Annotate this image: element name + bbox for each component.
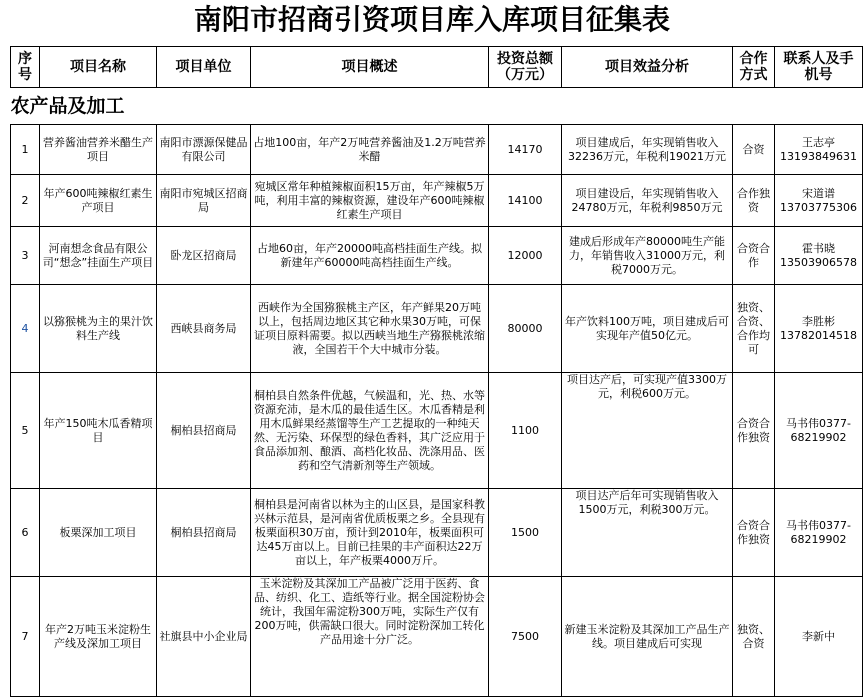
cell-summary: 宛城区常年种植辣椒面积15万亩，年产辣椒5万吨，利用丰富的辣椒资源，建设年产600吨辣椒红素生产项目 (251, 175, 489, 227)
cell-contact: 王志亭 13193849631 (775, 125, 863, 175)
cell-benefit: 年产饮料100万吨，项目建成后可实现年产值50亿元。 (562, 285, 733, 373)
header-seq: 序号 (11, 47, 40, 88)
header-benefit: 项目效益分析 (562, 47, 733, 88)
project-table (10, 46, 863, 697)
cell-name: 以猕猴桃为主的果汁饮料生产线 (40, 285, 157, 373)
cell-seq: 6 (11, 489, 40, 577)
table-row (11, 125, 863, 175)
cell-benefit: 项目建成后，年实现销售收入32236万元，年税利19021万元 (562, 125, 733, 175)
cell-benefit: 新建玉米淀粉及其深加工产品生产线。项目建成后可实现 (562, 577, 733, 697)
cell-contact: 宋道谱 13703775306 (775, 175, 863, 227)
cell-mode: 合作独资 (733, 175, 775, 227)
cell-benefit: 项目达产后年可实现销售收入1500万元，利税300万元。 (562, 489, 733, 577)
cell-unit: 社旗县中小企业局 (157, 577, 251, 697)
cell-mode: 合资合作独资 (733, 373, 775, 489)
header-row (11, 47, 863, 88)
cell-summary: 玉米淀粉及其深加工产品被广泛用于医药、食品、纺织、化工、造纸等行业。据全国淀粉协会统计，我国年需淀粉300万吨，实际生产仅有200万吨，供需缺口很大。同时淀粉深加工转化产品用途十分广泛。 (251, 577, 489, 697)
cell-benefit: 建成后形成年产80000吨生产能力，年销售收入31000万元，利税7000万元。 (562, 227, 733, 285)
cell-contact: 马书伟0377-68219902 (775, 489, 863, 577)
cell-seq: 3 (11, 227, 40, 285)
cell-name: 年产150吨木瓜香精项目 (40, 373, 157, 489)
cell-benefit: 项目建设后，年实现销售收入24780万元，年税利9850万元 (562, 175, 733, 227)
cell-summary: 占地60亩，年产20000吨高档挂面生产线。拟新建年产60000吨高档挂面生产线。 (251, 227, 489, 285)
header-name: 项目名称 (40, 47, 157, 88)
cell-contact: 李新中 (775, 577, 863, 697)
header-investment: 投资总额（万元） (489, 47, 562, 88)
section-row (11, 88, 863, 125)
cell-unit: 桐柏县招商局 (157, 489, 251, 577)
cell-seq: 4 (11, 285, 40, 373)
cell-summary: 西峡作为全国猕猴桃主产区，年产鲜果20万吨以上，包括周边地区其它种水果30万吨，可保证项目原料需要。拟以西峡当地生产猕猴桃浓缩液，全国若干个大中城市分装。 (251, 285, 489, 373)
cell-investment: 7500 (489, 577, 562, 697)
cell-unit: 南阳市宛城区招商局 (157, 175, 251, 227)
header-contact: 联系人及手机号 (775, 47, 863, 88)
cell-contact: 李胜彬 13782014518 (775, 285, 863, 373)
cell-contact: 霍书晓 13503906578 (775, 227, 863, 285)
cell-benefit: 项目达产后，可实现产值3300万元，利税600万元。 (562, 373, 733, 489)
header-mode: 合作方式 (733, 47, 775, 88)
header-summary: 项目概述 (251, 47, 489, 88)
cell-investment: 1100 (489, 373, 562, 489)
cell-mode: 独资、合资、合作均可 (733, 285, 775, 373)
cell-unit: 桐柏县招商局 (157, 373, 251, 489)
cell-name: 板栗深加工项目 (40, 489, 157, 577)
cell-name: 营养酱油营养米醋生产项目 (40, 125, 157, 175)
cell-investment: 14170 (489, 125, 562, 175)
cell-investment: 80000 (489, 285, 562, 373)
cell-investment: 14100 (489, 175, 562, 227)
cell-unit: 南阳市漂源保健品有限公司 (157, 125, 251, 175)
cell-contact: 马书伟0377-68219902 (775, 373, 863, 489)
table-row (11, 577, 863, 697)
page-title: 南阳市招商引资项目库入库项目征集表 (193, 3, 670, 36)
cell-summary: 桐柏县是河南省以林为主的山区县，是国家科教兴林示范县，是河南省优质板栗之乡。全县现有板栗面积30万亩，预计到2010年，板栗面积可达45万亩以上。目前已挂果的丰产面积达22万亩以上，年产板栗4000万斤。 (251, 489, 489, 577)
cell-mode: 合资合作 (733, 227, 775, 285)
cell-mode: 独资、合资 (733, 577, 775, 697)
cell-name: 河南想念食品有限公司“想念”挂面生产项目 (40, 227, 157, 285)
table-row (11, 373, 863, 489)
table-row (11, 175, 863, 227)
cell-summary: 桐柏县自然条件优越，气候温和，光、热、水等资源充沛，是木瓜的最佳适生区。木瓜香精是利用木瓜鲜果经蒸馏等生产工艺提取的一种纯天然、无污染、环保型的绿色香料，其广泛应用于食品添加剂、酿酒、高档化妆品、洗涤用品、医药和空气清新剂等生产领域。 (251, 373, 489, 489)
cell-unit: 卧龙区招商局 (157, 227, 251, 285)
cell-name: 年产600吨辣椒红素生产项目 (40, 175, 157, 227)
table-row (11, 489, 863, 577)
section-title: 农产品及加工 (11, 88, 863, 125)
cell-seq: 2 (11, 175, 40, 227)
cell-mode: 合资 (733, 125, 775, 175)
cell-unit: 西峡县商务局 (157, 285, 251, 373)
cell-summary: 占地100亩，年产2万吨营养酱油及1.2万吨营养米醋 (251, 125, 489, 175)
cell-name: 年产2万吨玉米淀粉生产线及深加工项目 (40, 577, 157, 697)
cell-seq: 1 (11, 125, 40, 175)
cell-seq: 5 (11, 373, 40, 489)
cell-investment: 1500 (489, 489, 562, 577)
header-unit: 项目单位 (157, 47, 251, 88)
table-row (11, 285, 863, 373)
cell-investment: 12000 (489, 227, 562, 285)
cell-mode: 合资合作独资 (733, 489, 775, 577)
table-row (11, 227, 863, 285)
cell-seq: 7 (11, 577, 40, 697)
